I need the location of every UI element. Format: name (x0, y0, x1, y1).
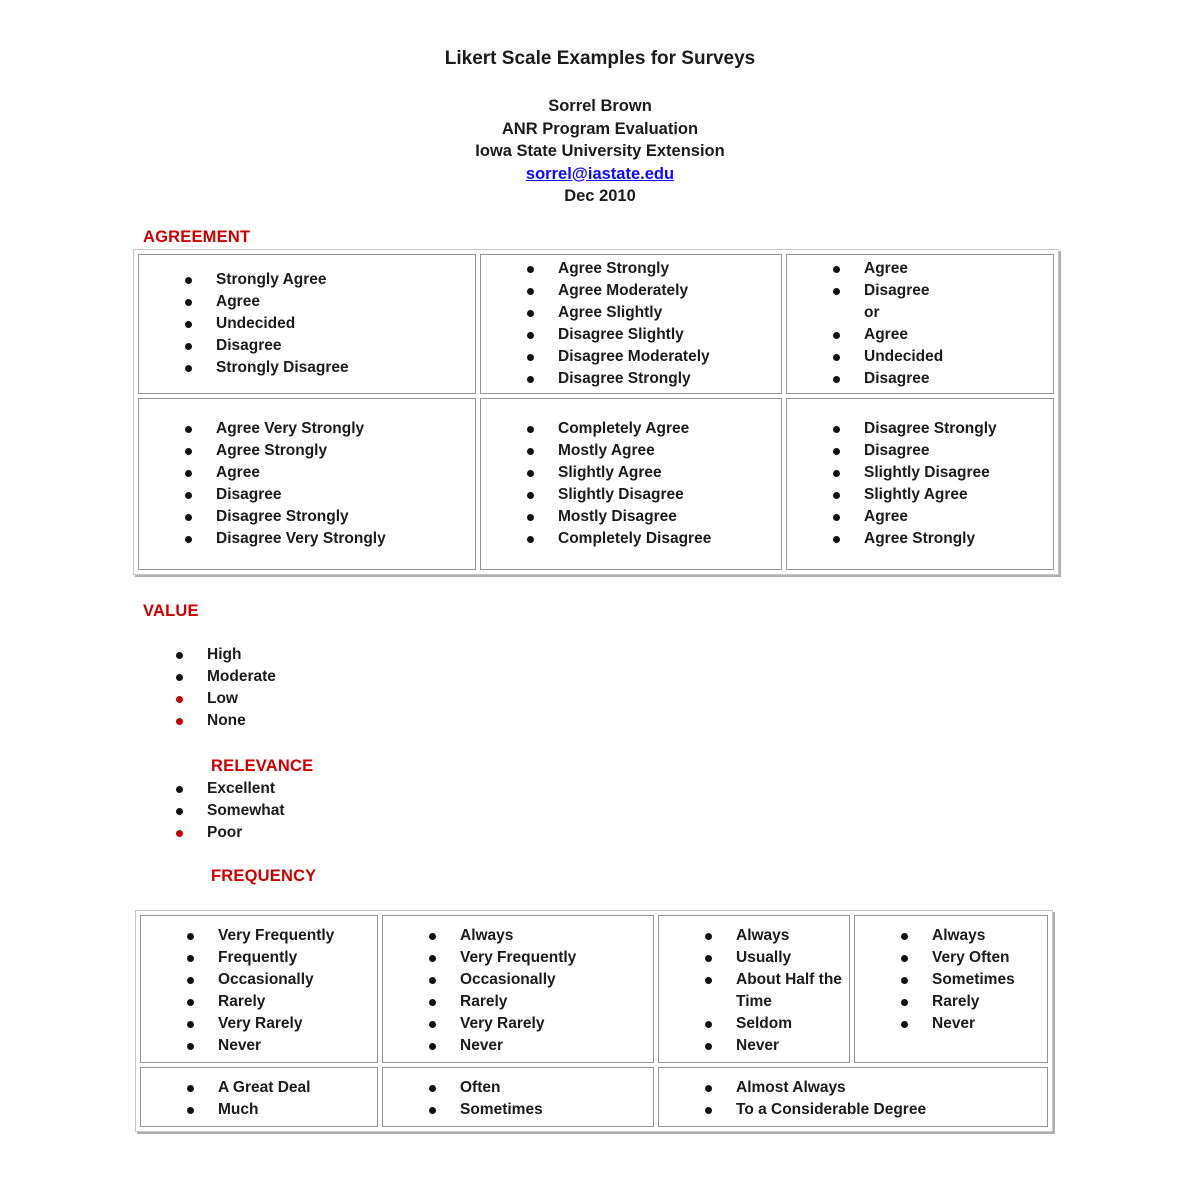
bullet-icon (833, 288, 840, 295)
list-item (139, 313, 475, 335)
list-item (481, 302, 781, 324)
list-item (481, 280, 781, 302)
item-text: Agree (864, 260, 908, 277)
list-item (787, 462, 1053, 484)
item-text: Agree Very Strongly (216, 420, 365, 437)
item-text: Occasionally (460, 971, 556, 988)
item-text: Mostly Agree (558, 442, 655, 459)
bullet-icon (833, 492, 840, 499)
list-item (141, 991, 377, 1013)
bullet-icon (833, 470, 840, 477)
list-item (383, 969, 653, 991)
item-text: Somewhat (207, 802, 285, 819)
bullet-icon (527, 376, 534, 383)
bullet-icon (833, 448, 840, 455)
item-text: Very Rarely (460, 1015, 545, 1032)
item-text: Disagree Strongly (558, 370, 691, 387)
item-text: Slightly Disagree (864, 464, 990, 481)
email-line (0, 163, 1200, 186)
bullet-icon (705, 1085, 712, 1092)
bullet-icon (833, 332, 840, 339)
bullet-icon (527, 470, 534, 477)
list-item (139, 335, 475, 357)
bullet-icon (527, 492, 534, 499)
item-text: Slightly Agree (558, 464, 662, 481)
bullet-icon (429, 1107, 436, 1114)
item-text: or (864, 304, 880, 321)
item-text: Agree Strongly (216, 442, 328, 459)
bullet-icon (429, 933, 436, 940)
list-item (659, 925, 849, 947)
item-text: Undecided (864, 348, 944, 365)
bullet-icon (187, 977, 194, 984)
bullet-icon (185, 448, 192, 455)
item-text: Disagree (216, 486, 282, 503)
bullet-icon (527, 448, 534, 455)
bullet-icon (901, 977, 908, 984)
program-line: ANR Program Evaluation (501, 119, 699, 138)
list-item (787, 302, 1053, 324)
list-item (787, 346, 1053, 368)
bullet-icon (187, 999, 194, 1006)
page-title: Likert Scale Examples for Surveys (444, 48, 756, 69)
item-text: Never (932, 1015, 976, 1032)
item-text: To a Considerable Degree (736, 1101, 927, 1118)
bullet-icon (901, 999, 908, 1006)
list-item (659, 1099, 1047, 1121)
bullet-icon (176, 830, 183, 837)
bullet-icon (176, 652, 183, 659)
bullet-icon (901, 933, 908, 940)
item-text: Agree (864, 326, 908, 343)
item-text: Agree Slightly (558, 304, 663, 321)
table-row (138, 398, 1054, 570)
table-cell (658, 1067, 1048, 1127)
table-row (140, 1067, 1048, 1127)
list-item (139, 440, 475, 462)
list-item (383, 947, 653, 969)
item-text: Frequently (218, 949, 298, 966)
item-text: Very Frequently (460, 949, 577, 966)
author-line: Sorrel Brown (548, 97, 652, 115)
list-item (855, 947, 1047, 969)
bullet-icon (176, 718, 183, 725)
table-cell (140, 915, 378, 1063)
list-item (139, 418, 475, 440)
item-text: Sometimes (460, 1101, 543, 1118)
list-item (855, 925, 1047, 947)
bullet-icon (833, 376, 840, 383)
list-item (141, 947, 377, 969)
item-text: Always (460, 927, 514, 944)
item-text: Disagree Strongly (216, 508, 349, 525)
item-text: A Great Deal (218, 1079, 311, 1096)
agreement-table (133, 249, 1059, 575)
table-cell (854, 915, 1048, 1063)
bullet-icon (187, 1107, 194, 1114)
list-item (659, 1077, 1047, 1099)
item-text: Disagree Very Strongly (216, 530, 386, 547)
list-item (787, 258, 1053, 280)
university-line: Iowa State University Extension (475, 142, 725, 160)
bullet-icon (429, 977, 436, 984)
item-text: Rarely (218, 993, 266, 1010)
item-text: Occasionally (218, 971, 314, 988)
bullet-icon (527, 266, 534, 273)
list-item (130, 800, 530, 822)
bullet-icon (527, 536, 534, 543)
item-text: Agree (864, 508, 908, 525)
bullet-icon (176, 696, 183, 703)
list-item (787, 506, 1053, 528)
item-text: Always (736, 927, 790, 944)
list-item (141, 1035, 377, 1057)
list-item (481, 440, 781, 462)
list-item (141, 1077, 377, 1099)
item-text: Slightly Disagree (558, 486, 684, 503)
bullet-icon (185, 536, 192, 543)
table-cell (138, 398, 476, 570)
bullet-icon (705, 933, 712, 940)
bullet-icon (527, 310, 534, 317)
list-item (855, 991, 1047, 1013)
bullet-icon (833, 266, 840, 273)
list-item (481, 324, 781, 346)
list-item (787, 440, 1053, 462)
list-item (787, 368, 1053, 390)
item-text: Mostly Disagree (558, 508, 677, 525)
list-item (855, 969, 1047, 991)
bullet-icon (833, 426, 840, 433)
list-item (787, 484, 1053, 506)
table-cell (480, 398, 782, 570)
item-text: Rarely (460, 993, 508, 1010)
item-text: Agree Strongly (558, 260, 670, 277)
item-text: Completely Disagree (558, 530, 712, 547)
item-text: Sometimes (932, 971, 1015, 988)
bullet-icon (705, 977, 712, 984)
bullet-icon (705, 1107, 712, 1114)
list-item (481, 462, 781, 484)
item-text: Moderate (207, 668, 276, 685)
list-item (139, 484, 475, 506)
table-cell (382, 915, 654, 1063)
list-item (383, 991, 653, 1013)
list-item (141, 1099, 377, 1121)
bullet-icon (185, 470, 192, 477)
bullet-icon (429, 999, 436, 1006)
list-item (141, 925, 377, 947)
bullet-icon (185, 514, 192, 521)
bullet-icon (527, 514, 534, 521)
item-text: Very Frequently (218, 927, 335, 944)
list-item (659, 1035, 849, 1057)
table-row (138, 254, 1054, 394)
bullet-icon (429, 1085, 436, 1092)
bullet-icon (185, 321, 192, 328)
item-text: High (207, 646, 242, 663)
item-text: Disagree Moderately (558, 348, 710, 365)
list-item (383, 1099, 653, 1121)
item-text: Low (207, 690, 238, 707)
list-item (659, 969, 849, 1013)
item-text: Disagree (864, 442, 930, 459)
list-item (787, 280, 1053, 302)
table-cell (140, 1067, 378, 1127)
item-text: Very Often (932, 949, 1010, 966)
item-text: Undecided (216, 315, 296, 332)
item-text: Completely Agree (558, 420, 690, 437)
list-item (659, 947, 849, 969)
list-item (383, 925, 653, 947)
list-item (383, 1013, 653, 1035)
bullet-icon (705, 955, 712, 962)
item-text: Disagree (864, 370, 930, 387)
bullet-icon (833, 354, 840, 361)
frequency-heading: FREQUENCY (211, 867, 317, 885)
value-list (130, 644, 530, 732)
bullet-icon (176, 786, 183, 793)
table-cell (786, 398, 1054, 570)
item-text: Agree (216, 293, 260, 310)
bullet-icon (833, 514, 840, 521)
bullet-icon (187, 1085, 194, 1092)
item-text: Poor (207, 824, 243, 841)
bullet-icon (185, 492, 192, 499)
table-cell (138, 254, 476, 394)
list-item (139, 269, 475, 291)
item-text: Almost Always (736, 1079, 846, 1096)
bullet-icon (187, 933, 194, 940)
list-item (139, 291, 475, 313)
bullet-icon (429, 1021, 436, 1028)
list-item (481, 368, 781, 390)
list-item (481, 484, 781, 506)
item-text: Never (736, 1037, 780, 1054)
list-item (141, 1013, 377, 1035)
list-item (139, 462, 475, 484)
bullet-icon (185, 299, 192, 306)
list-item (130, 778, 530, 800)
list-item (130, 644, 530, 666)
bullet-icon (429, 955, 436, 962)
item-text: Much (218, 1101, 259, 1118)
table-row (140, 915, 1048, 1063)
list-item (481, 258, 781, 280)
list-item (787, 418, 1053, 440)
item-text: Agree (216, 464, 260, 481)
table-cell (786, 254, 1054, 394)
bullet-icon (429, 1043, 436, 1050)
item-text: Disagree (864, 282, 930, 299)
item-text: Always (932, 927, 986, 944)
item-text: Strongly Agree (216, 271, 327, 288)
table-cell (480, 254, 782, 394)
item-text: Often (460, 1079, 501, 1096)
list-item (383, 1035, 653, 1057)
list-item (130, 666, 530, 688)
item-text: Disagree Slightly (558, 326, 684, 343)
list-item (855, 1013, 1047, 1035)
bullet-icon (705, 1021, 712, 1028)
document-header (0, 48, 1200, 208)
item-text: Never (218, 1037, 262, 1054)
table-cell (382, 1067, 654, 1127)
item-text: Usually (736, 949, 792, 966)
bullet-icon (185, 343, 192, 350)
item-text: Agree Strongly (864, 530, 976, 547)
list-item (141, 969, 377, 991)
bullet-icon (185, 365, 192, 372)
bullet-icon (187, 1043, 194, 1050)
bullet-icon (901, 1021, 908, 1028)
bullet-icon (833, 310, 840, 317)
relevance-list (130, 778, 530, 844)
bullet-icon (187, 955, 194, 962)
item-text: Disagree Strongly (864, 420, 997, 437)
item-text: Very Rarely (218, 1015, 303, 1032)
list-item (130, 688, 530, 710)
list-item (383, 1077, 653, 1099)
list-item (139, 528, 475, 550)
bullet-icon (185, 277, 192, 284)
item-text: Agree Moderately (558, 282, 689, 299)
bullet-icon (527, 332, 534, 339)
bullet-icon (705, 1043, 712, 1050)
item-text: Seldom (736, 1015, 792, 1032)
frequency-table (135, 910, 1053, 1132)
bullet-icon (187, 1021, 194, 1028)
bullet-icon (185, 426, 192, 433)
list-item (130, 710, 530, 732)
bullet-icon (176, 808, 183, 815)
list-item (130, 822, 530, 844)
list-item (139, 357, 475, 379)
item-text: Rarely (932, 993, 980, 1010)
item-text: Never (460, 1037, 504, 1054)
list-item (481, 346, 781, 368)
bullet-icon (176, 674, 183, 681)
table-cell (658, 915, 850, 1063)
list-item (481, 506, 781, 528)
bullet-icon (527, 426, 534, 433)
agreement-heading: AGREEMENT (143, 228, 251, 246)
value-heading: VALUE (143, 602, 199, 620)
list-item (659, 1013, 849, 1035)
list-item (139, 506, 475, 528)
item-text: Strongly Disagree (216, 359, 349, 376)
email-link[interactable]: sorrel@iastate.edu (525, 164, 675, 183)
bullet-icon (527, 288, 534, 295)
list-item (787, 324, 1053, 346)
bullet-icon (527, 354, 534, 361)
item-text: Disagree (216, 337, 282, 354)
item-text: About Half the Time (736, 971, 842, 1010)
list-item (481, 418, 781, 440)
bullet-icon (901, 955, 908, 962)
item-text: Slightly Agree (864, 486, 968, 503)
date-line: Dec 2010 (564, 187, 636, 205)
item-text: Excellent (207, 780, 276, 797)
item-text: None (207, 712, 246, 729)
relevance-heading: RELEVANCE (211, 757, 314, 775)
list-item (481, 528, 781, 550)
bullet-icon (833, 536, 840, 543)
list-item (787, 528, 1053, 550)
